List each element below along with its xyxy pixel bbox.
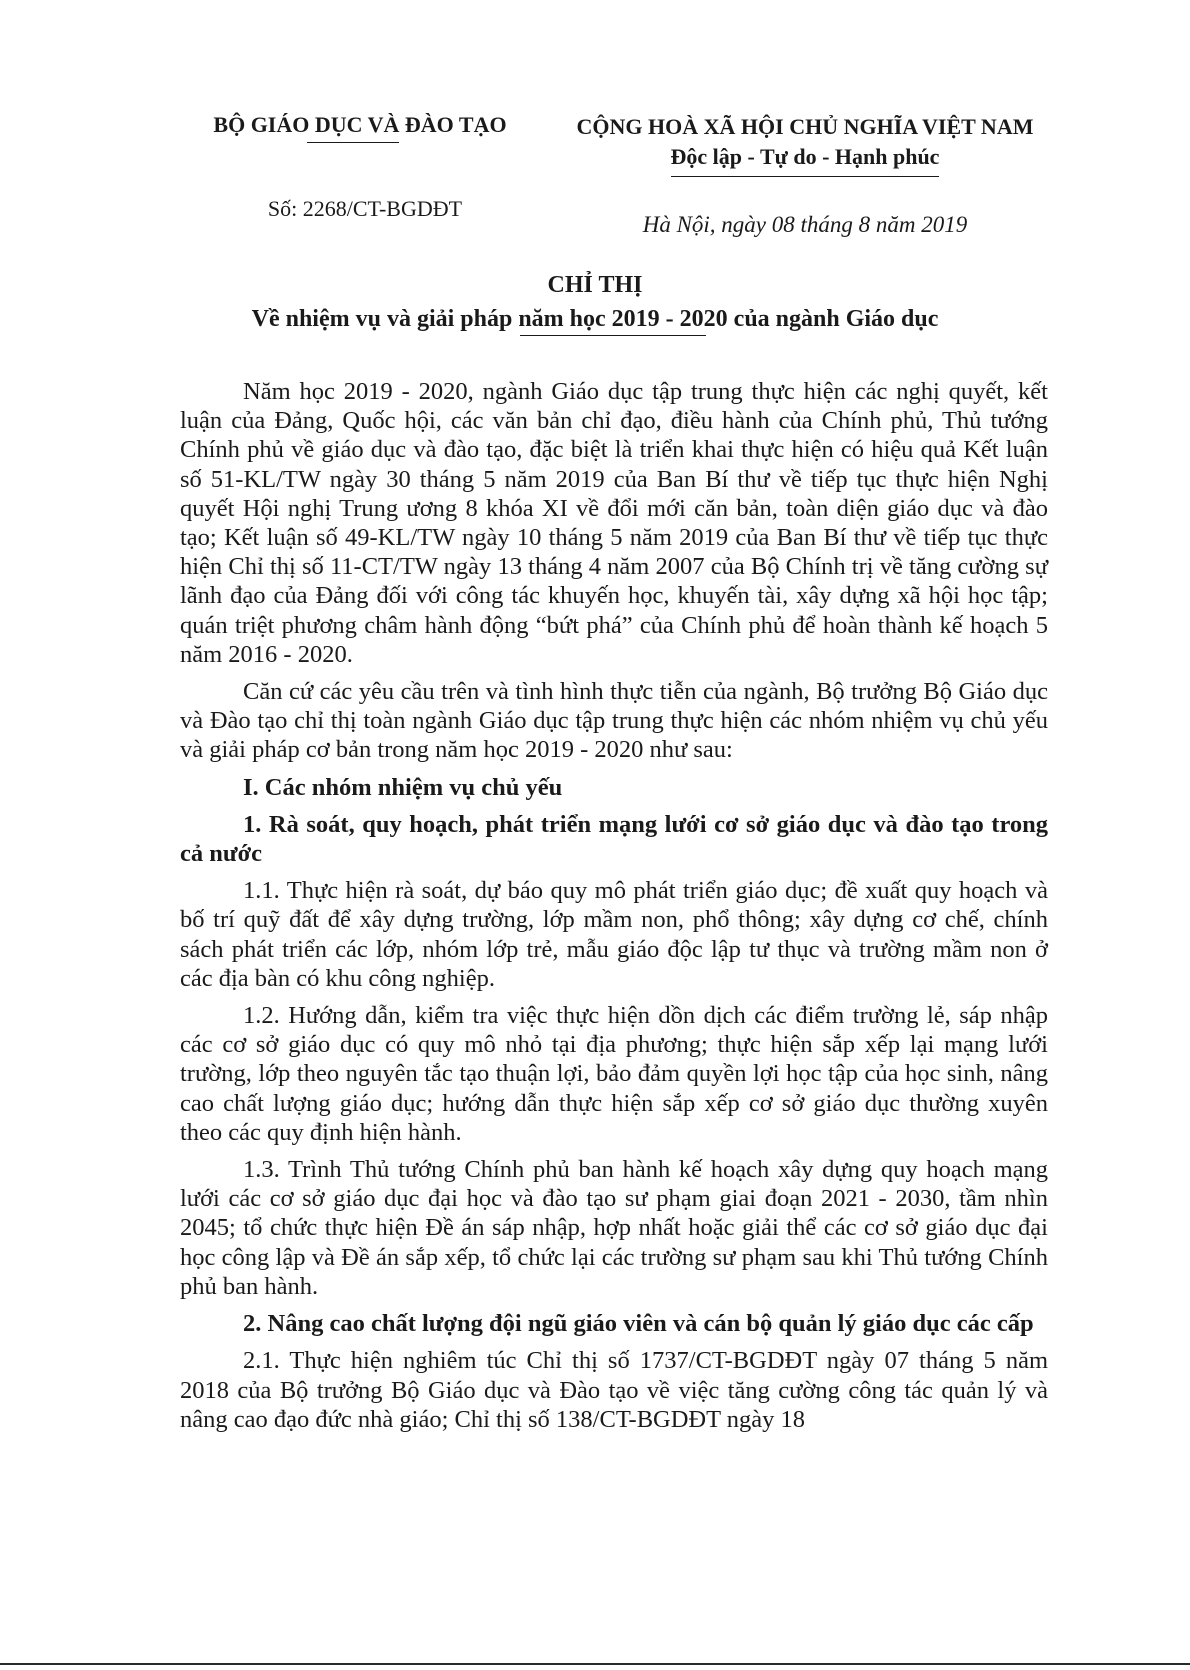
scan-bottom-edge [0,1663,1190,1665]
subsection-heading-2: 2. Nâng cao chất lượng đội ngũ giáo viên và cán bộ quản lý giáo dục các cấp [243,1310,1034,1338]
ministry-underline [307,142,399,143]
ministry-header [180,112,540,138]
section-heading-1: I. Các nhóm nhiệm vụ chủ yếu [243,773,563,801]
subsection-heading-1: 1. Rà soát, quy hoạch, phát triển mạng lưới cơ sở giáo dục và đào tạo trong cả nước [180,810,1048,868]
paragraph-1-1: 1.1. Thực hiện rà soát, dự báo quy mô phát triển giáo dục; đề xuất quy hoạch và bố trí quỹ đất để xây dựng trường, lớp mầm non, phổ thông; xây dựng cơ chế, chính sách phát triển các lớp, nhóm lớp trẻ, mẫu giáo độc lập tư thục và trường mầm non ở các địa bàn có khu công nghiệp. [180,877,1048,992]
document-type: CHỈ THỊ [547,272,643,298]
paragraph-1-3: 1.3. Trình Thủ tướng Chính phủ ban hành kế hoạch xây dựng quy hoạch mạng lưới các cơ sở giáo dục đại học và đào tạo sư phạm giai đoạn 2021 - 2030, tầm nhìn 2045; tổ chức thực hiện Đề án sáp nhập, hợp nhất hoặc giải thể các cơ sở giáo dục đại học công lập và Đề án sắp xếp, tổ chức lại các trường sư phạm sau khi Thủ tướng Chính phủ ban hành. [180,1156,1048,1300]
document-body [180,377,1048,1442]
title-underline [520,335,706,336]
paragraph-intro: Năm học 2019 - 2020, ngành Giáo dục tập trung thực hiện các nghị quyết, kết luận của Đảng, Quốc hội, các văn bản chỉ đạo, điều hành của Chính phủ, Thủ tướng Chính phủ về giáo dục và đào tạo, đặc biệt là triển khai thực hiện có hiệu quả Kết luận số 51-KL/TW ngày 30 tháng 5 năm 2019 của Ban Bí thư về tiếp tục thực hiện Nghị quyết Hội nghị Trung ương 8 khóa XI về đổi mới căn bản, toàn diện giáo dục và đào tạo; Kết luận số 49-KL/TW ngày 10 tháng 5 năm 2019 của Ban Bí thư về tiếp tục thực hiện Chỉ thị số 11-CT/TW ngày 13 tháng 4 năm 2007 của Bộ Chính trị về tăng cường sự lãnh đạo của Đảng đối với công tác khuyến học, khuyến tài, xây dựng xã hội học tập; quán triệt phương châm hành động “bứt phá” của Chính phủ để hoàn thành kế hoạch 5 năm 2016 - 2020. [180,378,1048,668]
national-motto: Độc lập - Tự do - Hạnh phúc [671,142,940,177]
document-subject: Về nhiệm vụ và giải pháp năm học 2019 - 2020 của ngành Giáo dục [251,306,939,332]
ministry-name: BỘ GIÁO DỤC VÀ ĐÀO TẠO [213,112,507,137]
country-name: CỘNG HOÀ XÃ HỘI CHỦ NGHĨA VIỆT NAM [576,114,1034,139]
document-number: Số: 2268/CT-BGDĐT [267,196,463,221]
paragraph-basis: Căn cứ các yêu cầu trên và tình hình thực tiễn của ngành, Bộ trưởng Bộ Giáo dục và Đào tạo chỉ thị toàn ngành Giáo dục tập trung thực hiện các nhóm nhiệm vụ chủ yếu và giải pháp cơ bản trong năm học 2019 - 2020 như sau: [180,678,1048,764]
national-header [555,112,1055,177]
paragraph-2-1: 2.1. Thực hiện nghiêm túc Chỉ thị số 1737/CT-BGDĐT ngày 07 tháng 5 năm 2018 của Bộ trưởng Bộ Giáo dục và Đào tạo về việc tăng cường công tác quản lý và nâng cao đạo đức nhà giáo; Chỉ thị số 138/CT-BGDĐT ngày 18 [180,1347,1048,1433]
paragraph-1-2: 1.2. Hướng dẫn, kiểm tra việc thực hiện dồn dịch các điểm trường lẻ, sáp nhập các cơ sở giáo dục có quy mô nhỏ tại địa phương; thực hiện sắp xếp lại mạng lưới trường, lớp theo nguyên tắc tạo thuận lợi, bảo đảm quyền lợi học tập của học sinh, nâng cao chất lượng giáo dục; hướng dẫn thực hiện sắp xếp cơ sở giáo dục thường xuyên theo các quy định hiện hành. [180,1002,1048,1146]
place-date: Hà Nội, ngày 08 tháng 8 năm 2019 [642,212,968,237]
document-title [130,268,1060,336]
